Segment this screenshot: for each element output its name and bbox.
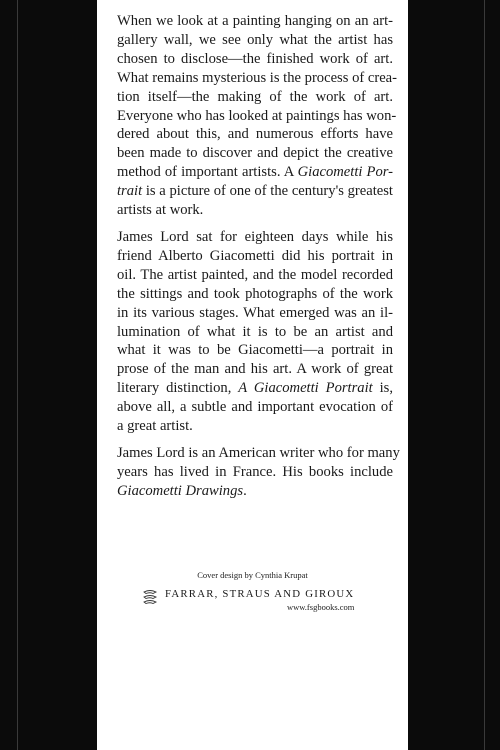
text-line: [117, 12, 393, 31]
text-run: lumination of what it is to be an artist and: [117, 323, 393, 340]
text-run: years has lived in France. His books include: [117, 463, 393, 480]
blurb-text: [117, 12, 408, 501]
text-line: [117, 341, 393, 360]
cover-design-credit: Cover design by Cynthia Krupat: [197, 570, 308, 580]
text-run: literary distinction,: [117, 380, 239, 397]
text-run: friend Alberto Giacometti did his portrait in: [117, 247, 393, 264]
blurb-paragraph: [117, 228, 393, 436]
text-line: [117, 182, 393, 201]
text-line: [117, 144, 393, 163]
right-border-line: [484, 0, 485, 750]
text-run: what it was to be Giacometti—a portrait in: [117, 342, 393, 359]
text-run: When we look at a painting hanging on an art-: [117, 13, 393, 29]
text-line: [117, 379, 393, 398]
text-run: prose of the man and his art. A work of great: [117, 361, 393, 378]
text-line: [117, 163, 393, 182]
blurb-paragraph: [117, 12, 398, 220]
text-run: Everyone who has looked at paintings has won-: [117, 107, 397, 124]
back-cover-text-panel: [97, 0, 408, 750]
text-run: James Lord is an American writer who for many: [117, 444, 400, 461]
text-run: .: [243, 482, 247, 499]
text-run: is,: [372, 380, 394, 397]
text-run: chosen to disclose—the finished work of art.: [117, 50, 393, 67]
text-line: [117, 228, 393, 247]
text-line: [117, 285, 393, 304]
text-run: the sittings and took photographs of the work: [117, 285, 393, 302]
text-line: [117, 266, 393, 285]
left-border-line: [17, 0, 18, 750]
text-line: [117, 482, 393, 501]
text-line: [117, 50, 393, 69]
text-line: [117, 463, 393, 482]
publisher-block: [142, 588, 354, 612]
text-line: [117, 360, 393, 379]
text-run: above all, a subtle and important evocation of: [117, 399, 393, 416]
text-run: What remains mysterious is the process of crea-: [117, 69, 398, 86]
text-line: [117, 398, 393, 417]
text-line: [117, 31, 393, 50]
publisher-url: www.fsgbooks.com: [286, 602, 355, 612]
italic-title-text: A Giacometti Portrait: [238, 380, 373, 397]
text-line: [117, 125, 393, 144]
text-run: in its various stages. What emerged was an il-: [117, 304, 393, 321]
italic-title-text: trait: [117, 183, 143, 200]
text-run: method of important artists. A: [117, 164, 298, 181]
text-run: been made to discover and depict the creative: [117, 145, 393, 162]
text-line: [117, 444, 400, 463]
blurb-paragraph: [117, 444, 400, 501]
text-line: [117, 107, 397, 126]
text-run: James Lord sat for eighteen days while his: [117, 228, 393, 245]
text-run: gallery wall, we see only what the artist has: [117, 31, 393, 48]
text-line: [117, 247, 393, 266]
text-run: dered about this, and numerous efforts have: [117, 126, 393, 143]
text-line: [117, 323, 393, 342]
text-run: oil. The artist painted, and the model recorded: [117, 266, 393, 283]
italic-title-text: Giacometti Drawings: [117, 482, 244, 499]
text-line: [117, 304, 393, 323]
text-line: [117, 69, 398, 88]
text-line: [117, 417, 393, 436]
text-line: [117, 201, 393, 220]
publisher-name: FARRAR, STRAUS AND GIROUX: [165, 588, 355, 600]
text-run: artists at work.: [117, 202, 204, 219]
text-run: tion itself—the making of the work of art.: [117, 88, 393, 105]
fish-logo-icon: [142, 589, 159, 605]
italic-title-text: Giacometti Por-: [297, 164, 393, 181]
text-run: a great artist.: [117, 418, 193, 435]
text-run: is a picture of one of the century's greatest: [142, 183, 393, 200]
text-line: [117, 88, 393, 107]
